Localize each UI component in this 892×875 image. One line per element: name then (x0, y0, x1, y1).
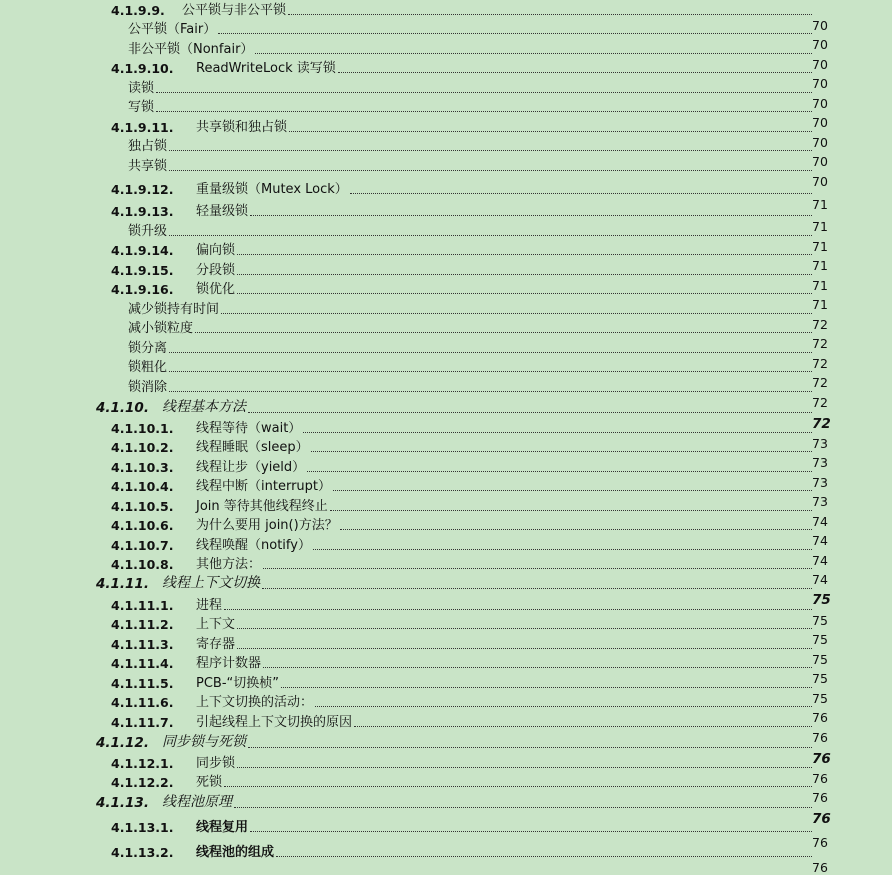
toc-page-number-text: 70 (812, 18, 828, 33)
toc-entry-title: 独占锁 (128, 139, 168, 154)
toc-page-number-text: 76 (812, 771, 828, 786)
toc-page-number-text: 76 (812, 751, 831, 767)
toc-dot-leader (307, 471, 812, 472)
toc-page-number-text: 76 (812, 790, 828, 805)
toc-entry-title: 死锁 (196, 775, 223, 790)
toc-entry-number: 4.1.9.13. (111, 204, 174, 219)
toc-entry-title: Join 等待其他线程终止 (196, 499, 328, 514)
toc-dot-leader (237, 254, 812, 255)
toc-dot-leader (169, 352, 812, 353)
toc-entry-title: 轻量级锁 (196, 204, 249, 219)
toc-entry-title: 上下文切换的活动： (196, 695, 314, 710)
toc-dot-leader (250, 215, 812, 216)
toc-page-number-text: 72 (812, 317, 828, 332)
toc-dot-leader (303, 432, 812, 433)
toc-dot-leader (169, 235, 812, 236)
toc-dot-leader (315, 706, 812, 707)
toc-entry-title: 锁优化 (196, 282, 236, 297)
toc-page-number-text: 73 (812, 475, 828, 490)
toc-entry-number: 4.1.10.4. (111, 479, 174, 494)
toc-entry-number: 4.1.10.7. (111, 538, 174, 553)
toc-entry-number: 4.1.12. (96, 735, 149, 751)
toc-page-number-text: 71 (812, 239, 828, 254)
toc-entry-title: 其他方法： (196, 557, 262, 572)
toc-dot-leader (340, 529, 812, 530)
toc-page-number-text: 73 (812, 436, 828, 451)
toc-page-number-text: 74 (812, 572, 828, 587)
toc-dot-leader (262, 588, 812, 589)
toc-entry-number: 4.1.9.15. (111, 263, 174, 278)
toc-entry-title: 为什么要用 join()方法？ (196, 518, 338, 533)
toc-dot-leader (250, 831, 812, 832)
toc-entry-title: 公平锁与非公平锁 (182, 3, 287, 18)
toc-entry-title: 同步锁 (196, 756, 236, 771)
toc-page-number-text: 72 (812, 395, 828, 410)
toc-dot-leader (248, 747, 812, 748)
toc-entry-number: 4.1.11.3. (111, 637, 174, 652)
toc-page-number-text: 75 (812, 652, 828, 667)
toc-entry-number: 4.1.13.1. (111, 820, 174, 835)
toc-entry-title: 偏向锁 (196, 243, 236, 258)
toc-dot-leader (289, 131, 812, 132)
toc-entry-title: 进程 (196, 598, 223, 613)
toc-dot-leader (281, 687, 812, 688)
toc-dot-leader (313, 549, 812, 550)
toc-page-number-text: 75 (812, 691, 828, 706)
toc-page-number-text: 75 (812, 592, 831, 608)
toc-dot-leader (224, 786, 812, 787)
toc-page-number-text: 72 (812, 356, 828, 371)
toc-entry-title: 寄存器 (196, 637, 236, 652)
toc-page-number-text: 70 (812, 96, 828, 111)
toc-dot-leader (255, 53, 812, 54)
toc-entry-title: 线程池原理 (162, 794, 232, 810)
toc-dot-leader (169, 170, 812, 171)
toc-entry[interactable] (0, 842, 892, 875)
toc-entry-number: 4.1.9.14. (111, 243, 174, 258)
toc-entry[interactable] (0, 817, 892, 850)
toc-entry-title: 线程中断（interrupt） (196, 479, 331, 494)
toc-entry[interactable] (0, 117, 892, 150)
toc-page-number-text: 73 (812, 494, 828, 509)
toc-dot-leader (248, 412, 812, 413)
toc-dot-leader (263, 568, 812, 569)
toc-entry-number: 4.1.10.5. (111, 499, 174, 514)
toc-entry-title: 非公平锁（Nonfair） (128, 42, 254, 57)
toc-entry-number: 4.1.9.16. (111, 282, 174, 297)
toc-entry-title: 线程池的组成 (196, 845, 275, 860)
toc-page-number-text: 71 (812, 219, 828, 234)
toc-entry-title: 锁升级 (128, 224, 168, 239)
toc-entry-number: 4.1.12.2. (111, 775, 174, 790)
toc-dot-leader (330, 510, 812, 511)
toc-dot-leader (195, 332, 812, 333)
toc-page-number-text: 72 (812, 416, 831, 432)
toc-entry-title: ReadWriteLock 读写锁 (196, 61, 336, 76)
toc-dot-leader (169, 371, 812, 372)
toc-dot-leader (169, 391, 812, 392)
toc-entry-title: 线程让步（yield） (196, 460, 306, 475)
toc-page-number-text: 76 (812, 710, 828, 725)
toc-entry-number: 4.1.11. (96, 576, 149, 592)
toc-dot-leader (237, 767, 812, 768)
toc-dot-leader (263, 667, 812, 668)
toc-dot-leader (237, 648, 812, 649)
toc-page-number-text: 75 (812, 671, 828, 686)
toc-entry-title: 线程复用 (196, 820, 249, 835)
toc-entry-number: 4.1.10.8. (111, 557, 174, 572)
toc-page-number-text: 72 (812, 336, 828, 351)
toc-entry-number: 4.1.9.9. (111, 3, 165, 18)
toc-entry-number: 4.1.11.7. (111, 715, 174, 730)
toc-page-number-text: 72 (812, 375, 828, 390)
toc-entry-number: 4.1.10.1. (111, 421, 174, 436)
toc-entry-title: 分段锁 (196, 263, 236, 278)
toc-entry-number: 4.1.9.12. (111, 182, 174, 197)
toc-entry-title: 程序计数器 (196, 656, 262, 671)
toc-page-number-text: 74 (812, 514, 828, 529)
toc-dot-leader (156, 111, 812, 112)
toc-page-number-text: 74 (812, 533, 828, 548)
toc-page-number-text: 73 (812, 455, 828, 470)
toc-dot-leader (276, 856, 812, 857)
toc-entry-title: PCB-“切换桢” (196, 676, 279, 691)
toc-page-number-text: 71 (812, 197, 828, 212)
toc-entry-title: 读锁 (128, 81, 155, 96)
toc-entry-title: 共享锁和独占锁 (196, 120, 288, 135)
toc-entry-number: 4.1.11.4. (111, 656, 174, 671)
toc-entry-title: 线程唤醒（notify） (196, 538, 311, 553)
toc-entry-title: 写锁 (128, 100, 155, 115)
toc-page-number-text: 76 (812, 730, 828, 745)
toc-page-number-text: 70 (812, 154, 828, 169)
toc-entry-title: 减小锁粒度 (128, 321, 194, 336)
toc-entry-number: 4.1.11.5. (111, 676, 174, 691)
toc-entry-number: 4.1.12.1. (111, 756, 174, 771)
toc-page-number-text: 71 (812, 258, 828, 273)
toc-entry-title: 减少锁持有时间 (128, 302, 220, 317)
toc-entry-title: 锁粗化 (128, 360, 168, 375)
toc-entry-title: 线程上下文切换 (162, 575, 260, 591)
toc-dot-leader (234, 807, 812, 808)
toc-page-number-text: 70 (812, 37, 828, 52)
toc-dot-leader (354, 726, 812, 727)
toc-page-number-text: 71 (812, 278, 828, 293)
toc-entry-title: 引起线程上下文切换的原因 (196, 715, 353, 730)
toc-entry-title: 线程等待（wait） (196, 421, 302, 436)
toc-entry-title: 锁分离 (128, 341, 168, 356)
toc-entry-title: 共享锁 (128, 159, 168, 174)
toc-entry-title: 锁消除 (128, 380, 168, 395)
toc-dot-leader (350, 193, 812, 194)
toc-page-number-text: 76 (812, 860, 828, 875)
toc-entry-number: 4.1.13.2. (111, 845, 174, 860)
toc-entry-number: 4.1.10.2. (111, 440, 174, 455)
toc-dot-leader (338, 72, 812, 73)
toc-entry-number: 4.1.11.2. (111, 617, 174, 632)
toc-dot-leader (333, 490, 812, 491)
toc-page-number-text: 74 (812, 553, 828, 568)
toc-entry-title: 重量级锁（Mutex Lock） (196, 182, 348, 197)
toc-entry-title: 公平锁（Fair） (128, 22, 217, 37)
toc-entry-title: 同步锁与死锁 (162, 734, 246, 750)
toc-entry-number: 4.1.9.11. (111, 120, 174, 135)
toc-dot-leader (218, 33, 812, 34)
toc-page-number-text: 75 (812, 632, 828, 647)
toc-entry-title: 上下文 (196, 617, 236, 632)
toc-entry-number: 4.1.11.1. (111, 598, 174, 613)
toc-entry[interactable] (0, 156, 892, 189)
toc-page-number-text: 70 (812, 76, 828, 91)
toc-dot-leader (237, 293, 812, 294)
toc-dot-leader (221, 313, 812, 314)
toc-dot-leader (169, 150, 812, 151)
toc-page-number-text: 70 (812, 57, 828, 72)
toc-entry-number: 4.1.10.6. (111, 518, 174, 533)
toc-page-number-text: 76 (812, 835, 828, 850)
toc-entry[interactable] (0, 793, 892, 827)
toc-page-number-text: 70 (812, 174, 828, 189)
toc-dot-leader (288, 14, 812, 15)
toc-dot-leader (237, 274, 812, 275)
toc-dot-leader (237, 628, 812, 629)
toc-page-number-text: 70 (812, 135, 828, 150)
toc-page-number-text: 76 (812, 811, 831, 827)
toc-entry-title: 线程基本方法 (162, 399, 246, 415)
toc-page-number-text: 75 (812, 613, 828, 628)
toc-page-number-text: 71 (812, 297, 828, 312)
toc-page-number-text: 70 (812, 115, 828, 130)
toc-dot-leader (156, 92, 812, 93)
toc-dot-leader (224, 609, 812, 610)
toc-entry-title: 线程睡眠（sleep） (196, 440, 309, 455)
toc-entry-number: 4.1.10. (96, 400, 149, 416)
toc-dot-leader (311, 451, 812, 452)
toc-entry-number: 4.1.9.10. (111, 61, 174, 76)
toc-entry-number: 4.1.10.3. (111, 460, 174, 475)
toc-entry-number: 4.1.13. (96, 795, 149, 811)
toc-entry-number: 4.1.11.6. (111, 695, 174, 710)
